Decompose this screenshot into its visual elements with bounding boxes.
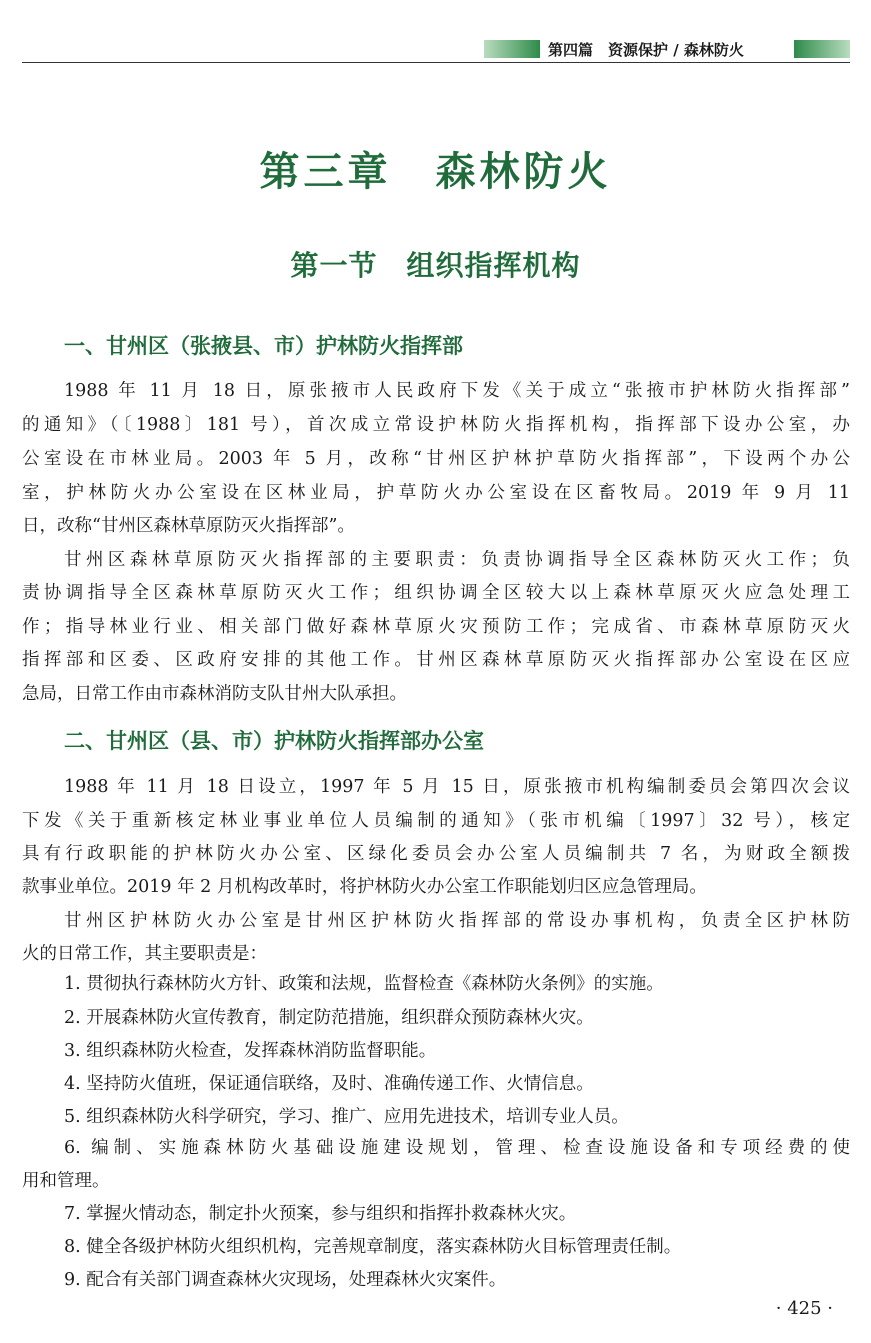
page-number: · 425 ·: [775, 1298, 833, 1319]
list-item: 8. 健全各级护林防火组织机构，完善规章制度，落实森林防火目标管理责任制。: [64, 1237, 682, 1257]
list-item: 4. 坚持防火值班，保证通信联络，及时、准确传递工作、火情信息。: [64, 1074, 594, 1094]
header-band: [484, 40, 850, 58]
list-item: 1. 贯彻执行森林防火方针、政策和法规，监督检查《森林防火条例》的实施。: [64, 974, 664, 994]
list-item: 6. 编制、实施森林防火基础设施建设规划，管理、检查设施设备和专项经费的使: [64, 1138, 850, 1158]
list-item: 7. 掌握火情动态，制定扑火预案，参与组织和指挥扑救森林火灾。: [64, 1204, 577, 1224]
list-item: 2. 开展森林防火宣传教育，制定防范措施，组织群众预防森林火灾。: [64, 1008, 594, 1028]
paragraph-line: 1988 年 11 月 18 日，原张掖市人民政府下发《关于成立“张掖市护林防火指挥部”: [64, 381, 850, 401]
subsection-heading: 二、甘州区（县、市）护林防火指挥部办公室: [64, 729, 484, 753]
paragraph-line: 具有行政职能的护林防火办公室、区绿化委员会办公室人员编制共 7 名，为财政全额拨: [22, 844, 850, 864]
paragraph-line: 1988 年 11 月 18 日设立，1997 年 5 月 15 日，原张掖市机构编制委员会第四次会议: [64, 777, 850, 797]
list-item: 3. 组织森林防火检查，发挥森林消防监督职能。: [64, 1041, 437, 1061]
paragraph-line: 指挥部和区委、区政府安排的其他工作。甘州区森林草原防灭火指挥部办公室设在区应: [22, 650, 850, 670]
header-accent-right: [794, 40, 850, 58]
paragraph-line: 作；指导林业行业、相关部门做好森林草原火灾预防工作；完成省、市森林草原防灭火: [22, 617, 850, 637]
paragraph-line: 火的日常工作，其主要职责是：: [22, 944, 267, 964]
running-title: 第四篇 资源保护 / 森林防火: [548, 41, 744, 59]
paragraph-line: 甘州区护林防火办公室是甘州区护林防火指挥部的常设办事机构，负责全区护林防: [64, 911, 850, 931]
list-item: 5. 组织森林防火科学研究，学习、推广、应用先进技术，培训专业人员。: [64, 1107, 629, 1127]
section-title: 第一节 组织指挥机构: [290, 249, 581, 282]
paragraph-line: 急局，日常工作由市森林消防支队甘州大队承担。: [22, 684, 407, 704]
subsection-heading: 一、甘州区（张掖县、市）护林防火指挥部: [64, 334, 463, 358]
paragraph-line: 公室设在市林业局。2003 年 5 月，改称“甘州区护林护草防火指挥部”，下设两个办公: [22, 449, 850, 469]
paragraph-line: 日，改称“甘州区森林草原防灭火指挥部”。: [22, 516, 355, 536]
paragraph-line: 责协调指导全区森林草原防灭火工作；组织协调全区较大以上森林草原灭火应急处理工: [22, 583, 850, 603]
paragraph-line: 甘州区森林草原防灭火指挥部的主要职责：负责协调指导全区森林防灭火工作；负: [64, 550, 850, 570]
paragraph-line: 的通知》（〔1988〕181 号），首次成立常设护林防火指挥机构，指挥部下设办公室，办: [22, 415, 850, 435]
list-item-continuation: 用和管理。: [22, 1171, 110, 1191]
chapter-title: 第三章 森林防火: [259, 149, 612, 195]
paragraph-line: 室，护林防火办公室设在区林业局，护草防火办公室设在区畜牧局。2019 年 9 月 11: [22, 483, 850, 503]
paragraph-line: 款事业单位。2019 年 2 月机构改革时，将护林防火办公室工作职能划归区应急管理局。: [22, 877, 707, 897]
paragraph-line: 下发《关于重新核定林业事业单位人员编制的通知》（张市机编〔1997〕32 号），核定: [22, 811, 850, 831]
list-item: 9. 配合有关部门调查森林火灾现场，处理森林火灾案件。: [64, 1270, 507, 1290]
header-rule: [22, 62, 850, 63]
header-accent-left: [484, 40, 540, 58]
